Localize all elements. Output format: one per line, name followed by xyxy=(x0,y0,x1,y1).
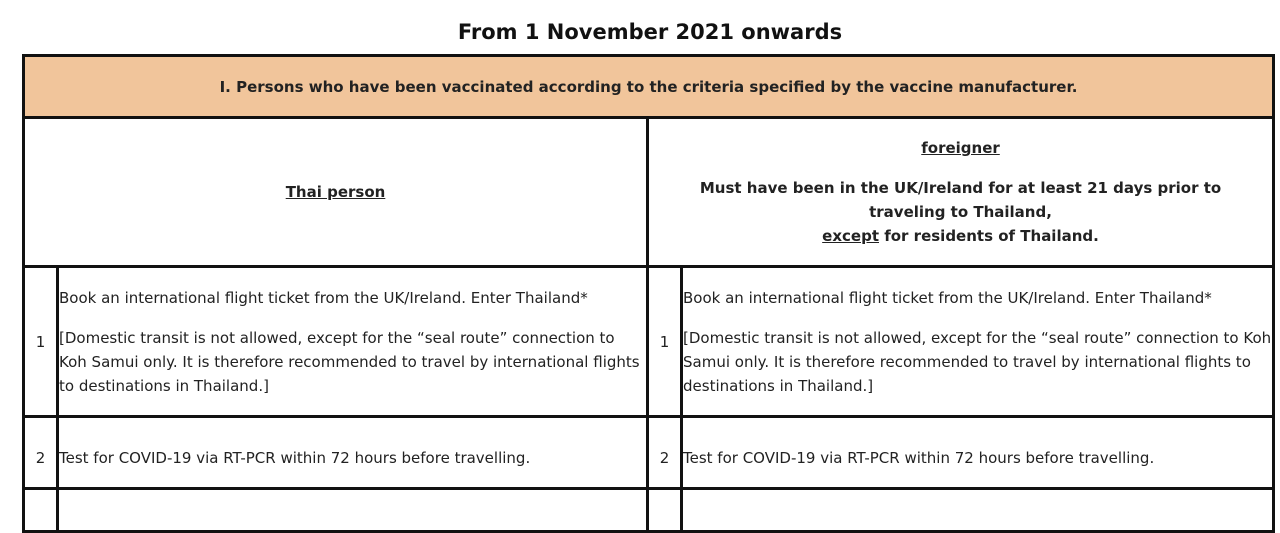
thai-step-cell xyxy=(58,417,648,489)
step-number xyxy=(24,489,58,532)
rules-table xyxy=(22,54,1275,533)
step-number: 1 xyxy=(648,267,682,417)
section-header-row xyxy=(24,56,1274,118)
group-header-row xyxy=(24,118,1274,267)
step-text: Test for COVID-19 via RT-PCR within 72 hours before travelling. xyxy=(59,448,531,467)
thai-step-cell xyxy=(58,267,648,417)
foreigner-label: foreigner xyxy=(921,139,1000,157)
table-row xyxy=(24,417,1274,489)
thai-person-label: Thai person xyxy=(285,183,386,201)
thai-step-cell xyxy=(58,489,648,532)
step-number: 2 xyxy=(24,417,58,489)
thai-person-header xyxy=(24,118,648,267)
foreigner-requirement: Must have been in the UK/Ireland for at least 21 days prior to traveling to Thailand, xyxy=(699,179,1222,221)
table-row xyxy=(24,267,1274,417)
foreigner-step-cell xyxy=(682,489,1274,532)
foreigner-step-cell xyxy=(682,417,1274,489)
except-word: except xyxy=(822,227,879,245)
page-title: From 1 November 2021 onwards xyxy=(457,20,843,45)
foreigner-exception xyxy=(649,224,1272,248)
section-header: I. Persons who have been vaccinated according to the criteria specified by the vaccine manufacturer. xyxy=(24,56,1274,118)
step-number: 1 xyxy=(24,267,58,417)
step-note: [Domestic transit is not allowed, except for the “seal route” connection to Koh Samui only. It is therefore recommended to travel by international flights to destinations in Thailand.] xyxy=(683,328,1272,395)
table-row xyxy=(24,489,1274,532)
step-note: [Domestic transit is not allowed, except for the “seal route” connection to Koh Samui only. It is therefore recommended to travel by international flights to destinations in Thailand.] xyxy=(59,328,640,395)
step-number: 2 xyxy=(648,417,682,489)
foreigner-header xyxy=(648,118,1274,267)
step-text: Book an international flight ticket from the UK/Ireland. Enter Thailand* xyxy=(683,288,1212,307)
foreigner-step-cell xyxy=(682,267,1274,417)
step-text: Test for COVID-19 via RT-PCR within 72 hours before travelling. xyxy=(683,448,1155,467)
except-rest: for residents of Thailand. xyxy=(879,227,1099,245)
step-text: Book an international flight ticket from the UK/Ireland. Enter Thailand* xyxy=(59,288,588,307)
step-number xyxy=(648,489,682,532)
